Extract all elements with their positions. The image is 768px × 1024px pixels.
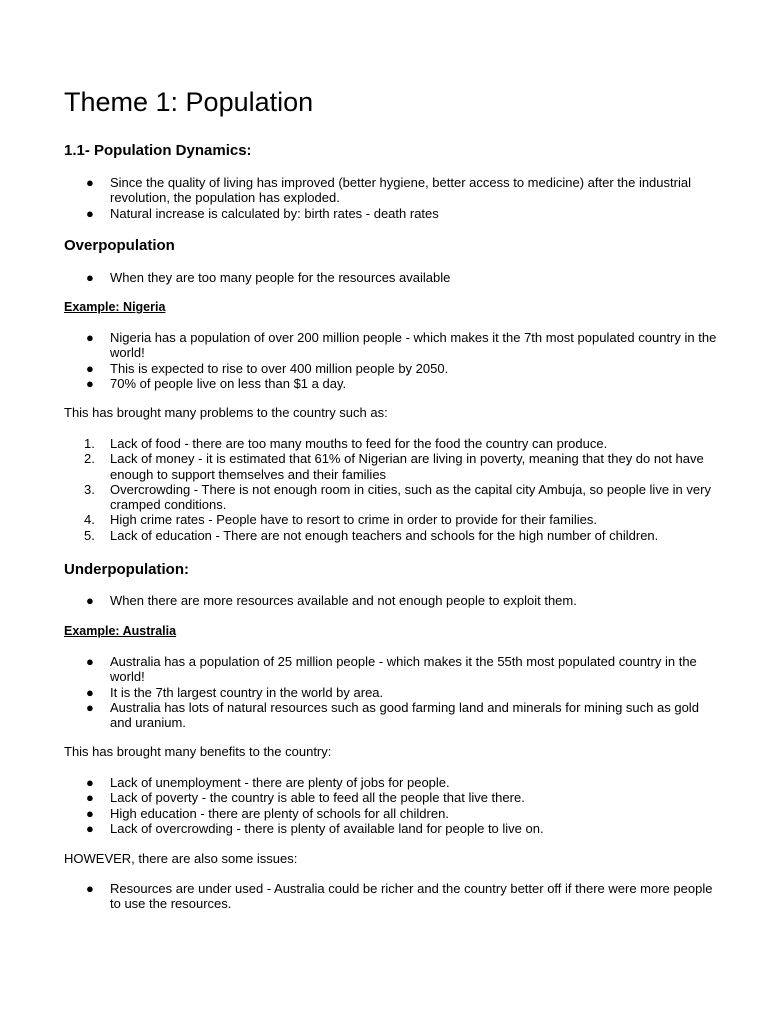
underpopulation-bullet-list: [64, 593, 724, 608]
list-item: 1. Lack of food - there are too many mouths to feed for the food the country can produce.: [84, 436, 608, 451]
list-item: ● It is the 7th largest country in the world by area.: [86, 684, 384, 700]
issues-intro-text: HOWEVER, there are also some issues:: [64, 851, 298, 866]
list-item: ● Natural increase is calculated by: birth rates - death rates: [86, 205, 439, 221]
list-item: ● Lack of unemployment - there are plenty of jobs for people.: [86, 775, 450, 790]
benefits-intro-text: This has brought many benefits to the country:: [64, 744, 332, 759]
example-australia-heading: Example: Australia: [64, 624, 177, 638]
list-item: ● Australia has a population of 25 million people - which makes it the 55th most populated country in the world!: [86, 654, 697, 685]
list-item: 2. Lack of money - it is estimated that 61% of Nigerian are living in poverty, meaning that they do not have enough to support themselves and their families: [84, 451, 704, 482]
list-item: ● Lack of poverty - the country is able to feed all the people that live there.: [86, 790, 525, 806]
overpopulation-bullet-list: [64, 270, 724, 285]
page-title: Theme 1: Population: [64, 87, 314, 117]
problems-intro-text: This has brought many problems to the country such as:: [64, 405, 388, 420]
list-item: ● When they are too many people for the resources available: [86, 270, 451, 285]
list-item: 4. High crime rates - People have to resort to crime in order to provide for their families.: [84, 512, 597, 528]
heading-population-dynamics: 1.1- Population Dynamics:: [64, 142, 252, 159]
benefits-bullet-list: [64, 775, 724, 836]
nigeria-bullet-list: [64, 330, 724, 391]
list-item: ● This is expected to rise to over 400 million people by 2050.: [86, 360, 449, 376]
list-item: ● High education - there are plenty of schools for all children.: [86, 805, 449, 821]
list-item: ● 70% of people live on less than $1 a day.: [86, 375, 347, 391]
problems-numbered-list: [64, 436, 724, 543]
australia-bullet-list: [64, 654, 724, 730]
example-nigeria-heading: Example: Nigeria: [64, 300, 166, 314]
list-item: ● Resources are under used - Australia could be richer and the country better off if there were more people to use the resources.: [86, 881, 713, 912]
list-item: ● Australia has lots of natural resources such as good farming land and minerals for mining such as gold and uranium.: [86, 699, 699, 731]
heading-underpopulation: Underpopulation:: [64, 561, 189, 578]
list-item: ● Lack of overcrowding - there is plenty of available land for people to live on.: [86, 820, 544, 836]
heading-overpopulation: Overpopulation: [64, 237, 175, 254]
list-item: ● When there are more resources available and not enough people to exploit them.: [86, 593, 577, 608]
issues-bullet-list: [64, 881, 724, 912]
list-item: ● Nigeria has a population of over 200 million people - which makes it the 7th most populated country in the world!: [86, 330, 717, 361]
list-item: ● Since the quality of living has improved (better hygiene, better access to medicine) after the industrial revolution, the population has exploded.: [86, 175, 691, 206]
list-item: 5. Lack of education - There are not enough teachers and schools for the high number of children.: [84, 527, 659, 543]
list-item: 3. Overcrowding - There is not enough room in cities, such as the capital city Ambuja, so people live in very cramped conditions.: [84, 481, 711, 513]
dynamics-bullet-list: [64, 175, 724, 221]
